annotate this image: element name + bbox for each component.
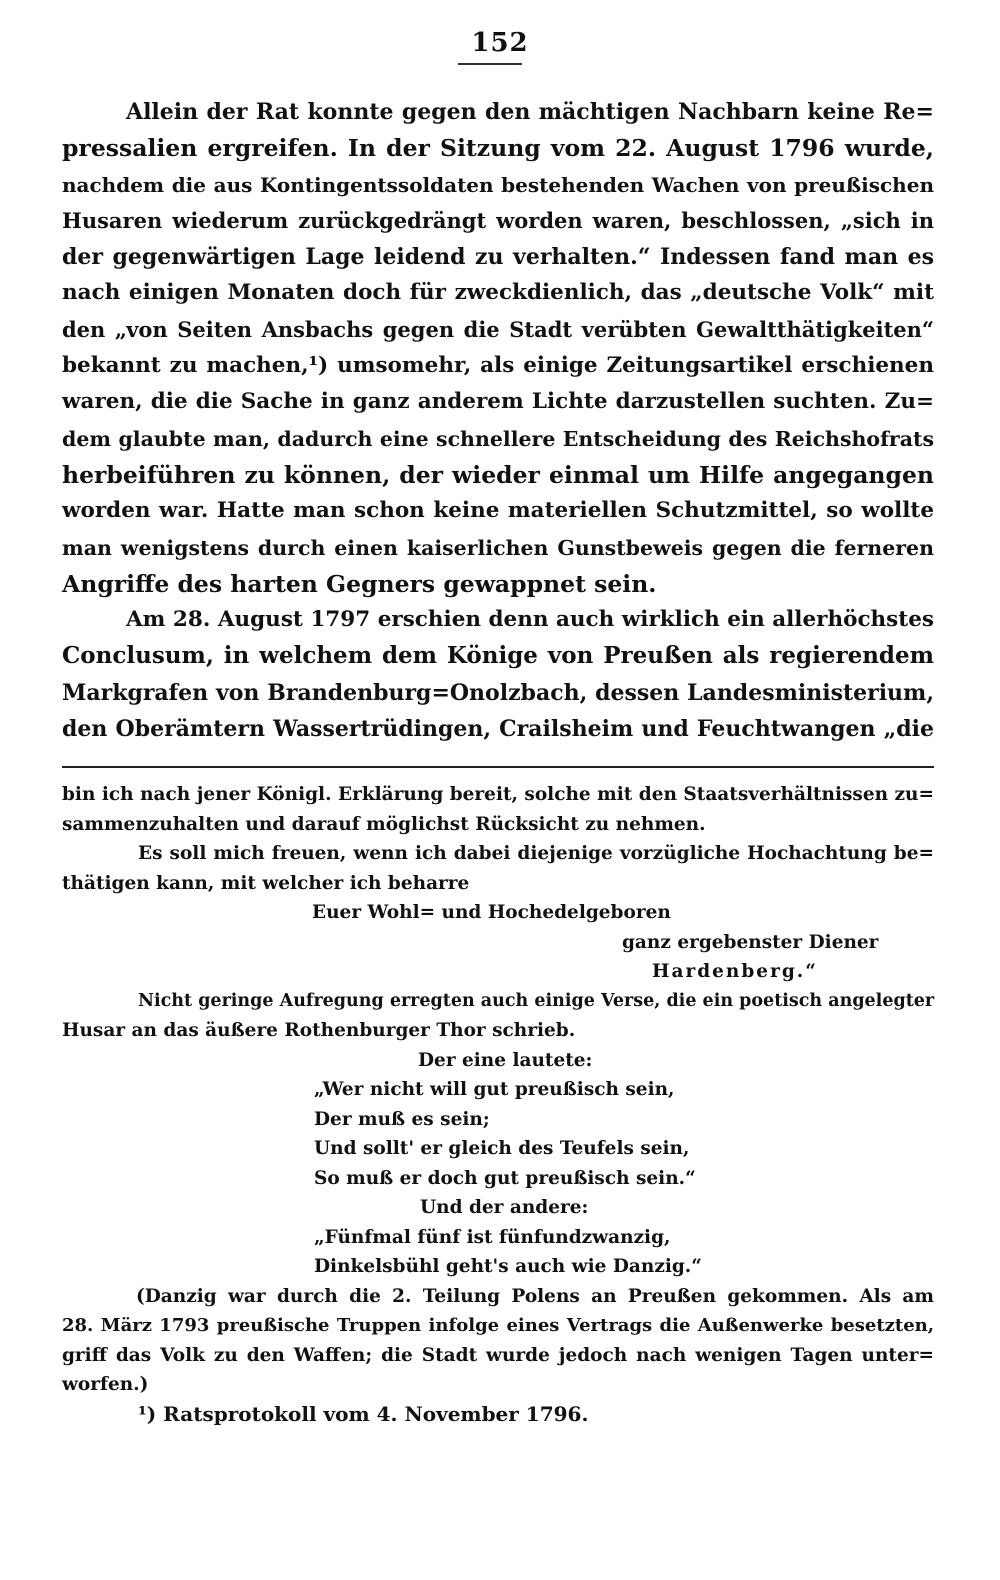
- main-line: Angriffe des harten Gegners gewappnet sein.: [62, 569, 657, 598]
- main-line: worden war. Hatte man schon keine materiellen Schutzmittel, so wollte: [62, 498, 934, 524]
- note-line: griff das Volk zu den Waffen; die Stadt wurde jedoch nach wenigen Tagen unter=: [62, 1344, 934, 1366]
- footnote-separator: [62, 766, 934, 768]
- note-line: bin ich nach jener Königl. Erklärung bereit, solche mit den Staatsverhältnissen zu=: [62, 784, 934, 805]
- note-line: worfen.): [62, 1374, 149, 1395]
- note-line: sammenzuhalten und darauf möglichst Rücksicht zu nehmen.: [62, 813, 706, 835]
- main-line: Markgrafen von Brandenburg=Onolzbach, dessen Landesministerium,: [62, 679, 934, 706]
- verse-line: „Fünfmal fünf ist fünfundzwanzig,: [314, 1226, 671, 1248]
- note-line: thätigen kann, mit welcher ich beharre: [62, 872, 470, 894]
- verse-line: So muß er doch gut preußisch sein.“: [314, 1167, 696, 1189]
- main-text: [62, 94, 934, 747]
- main-line: nachdem die aus Kontingentssoldaten bestehenden Wachen von preußischen: [62, 172, 934, 197]
- main-line: pressalien ergreifen. In der Sitzung vom 22. August 1796 wurde,: [62, 134, 934, 163]
- footnote: ¹) Ratsprotokoll vom 4. November 1796.: [138, 1401, 589, 1426]
- main-line: den Oberämtern Wassertrüdingen, Crailsheim und Feuchtwangen „die: [62, 716, 934, 743]
- notes-section: [62, 780, 934, 1429]
- main-line: herbeiführen zu können, der wieder einmal um Hilfe angegangen: [62, 460, 934, 489]
- main-line: Am 28. August 1797 erschien denn auch wirklich ein allerhöchstes: [126, 607, 934, 633]
- main-line: der gegenwärtigen Lage leidend zu verhalten.“ Indessen fand man es: [62, 244, 934, 271]
- note-line: Nicht geringe Aufregung erregten auch einige Verse, die ein poetisch angelegter: [138, 990, 935, 1011]
- main-line: Conclusum, in welchem dem Könige von Preußen als regierendem: [62, 642, 934, 670]
- main-line: nach einigen Monaten doch für zweckdienlich, das „deutsche Volk“ mit: [62, 280, 934, 306]
- main-line: den „von Seiten Ansbachs gegen die Stadt verübten Gewaltthätigkeiten“: [62, 316, 934, 342]
- main-line: bekannt zu machen,¹) umsomehr, als einige Zeitungsartikel erschienen: [62, 353, 934, 379]
- note-line: Es soll mich freuen, wenn ich dabei diejenige vorzügliche Hochachtung be=: [138, 843, 934, 864]
- main-line: waren, die die Sache in ganz anderem Lichte darzustellen suchten. Zu=: [62, 389, 934, 415]
- verse-intro: Der eine lautete:: [418, 1049, 593, 1071]
- main-line: Husaren wiederum zurückgedrängt worden waren, beschlossen, „sich in: [62, 207, 934, 233]
- main-line: man wenigstens durch einen kaiserlichen Gunstbeweis gegen die ferneren: [62, 535, 934, 560]
- main-line: Allein der Rat konnte gegen den mächtigen Nachbarn keine Re=: [126, 99, 934, 125]
- letter-signature: Hardenberg.“: [652, 961, 818, 982]
- note-line: Husar an das äußere Rothenburger Thor schrieb.: [62, 1020, 576, 1041]
- verse-line: Und sollt' er gleich des Teufels sein,: [314, 1138, 690, 1159]
- note-line: 28. März 1793 preußische Truppen infolge eines Vertrags die Außenwerke besetzten,: [62, 1315, 934, 1336]
- page-number: 152: [471, 28, 529, 58]
- note-line: (Danzig war durch die 2. Teilung Polens an Preußen gekommen. Als am: [136, 1285, 934, 1307]
- verse-line: Der muß es sein;: [314, 1108, 490, 1130]
- verse-line: Dinkelsbühl geht's auch wie Danzig.“: [314, 1256, 702, 1277]
- letter-salutation: Euer Wohl= und Hochedelgeboren: [312, 902, 671, 923]
- letter-closing: ganz ergebenster Diener: [622, 931, 879, 953]
- main-line: dem glaubte man, dadurch eine schnellere Entscheidung des Reichshofrats: [62, 426, 934, 451]
- page-number-underline: [458, 63, 522, 65]
- verse-intro: Und der andere:: [420, 1197, 589, 1218]
- verse-line: „Wer nicht will gut preußisch sein,: [314, 1079, 675, 1100]
